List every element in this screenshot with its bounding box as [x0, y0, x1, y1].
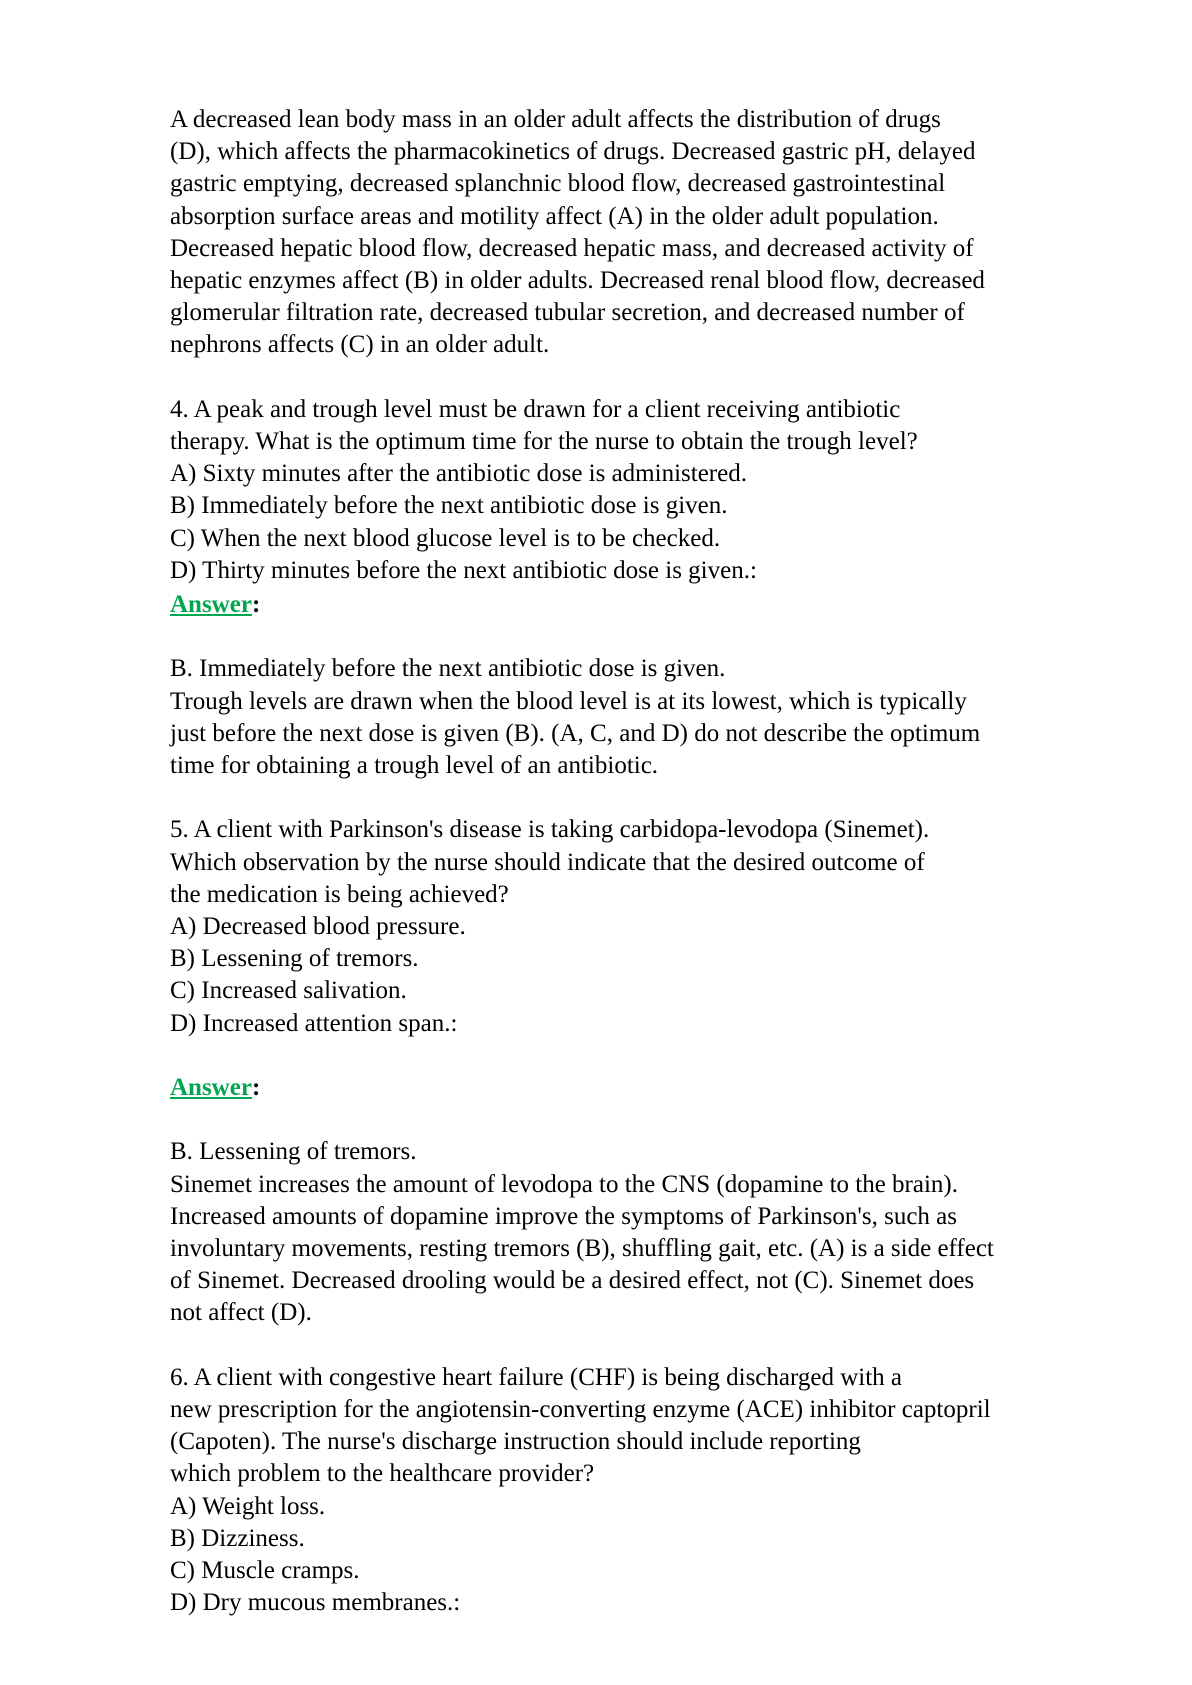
paragraph-gap — [170, 362, 1130, 394]
answer-label: Answer — [170, 1074, 252, 1102]
text-line: glomerular filtration rate, decreased tubular secretion, and decreased number of — [170, 299, 965, 327]
paragraph-gap — [170, 1330, 1130, 1362]
question-text: (Capoten). The nurse's discharge instruction should include reporting — [170, 1428, 861, 1456]
answer-colon: : — [251, 1074, 261, 1102]
text-line: absorption surface areas and motility affect (A) in the older adult population. — [170, 202, 939, 230]
option-b: B) Immediately before the next antibiotic dose is given. — [170, 492, 728, 520]
option-d: D) Thirty minutes before the next antibiotic dose is given.: — [170, 556, 757, 584]
text-line: A decreased lean body mass in an older adult affects the distribution of drugs — [170, 106, 941, 133]
answer-heading — [170, 1072, 1130, 1104]
question-text: 6. A client with congestive heart failure (CHF) is being discharged with a — [170, 1363, 903, 1391]
text-line: hepatic enzymes affect (B) in older adults. Decreased renal blood flow, decreased — [170, 267, 985, 295]
option-a: A) Decreased blood pressure. — [170, 913, 466, 941]
option-c: C) When the next blood glucose level is to be checked. — [170, 524, 721, 552]
intro-paragraph — [170, 104, 1130, 362]
option-b: B) Lessening of tremors. — [170, 945, 419, 973]
explanation-line: just before the next dose is given (B). (A, C, and D) do not describe the optimum — [170, 719, 981, 747]
explanation-line: of Sinemet. Decreased drooling would be a desired effect, not (C). Sinemet does — [170, 1267, 975, 1295]
text-line: nephrons affects (C) in an older adult. — [170, 331, 550, 359]
text-line: gastric emptying, decreased splanchnic blood flow, decreased gastrointestinal — [170, 170, 946, 198]
paragraph-gap — [170, 782, 1130, 814]
question-text: 4. A peak and trough level must be drawn for a client receiving antibiotic — [170, 395, 901, 423]
answer-label: Answer — [170, 591, 252, 619]
option-d: D) Dry mucous membranes.: — [170, 1589, 461, 1617]
question-text: therapy. What is the optimum time for the nurse to obtain the trough level? — [170, 428, 918, 456]
explanation-line: involuntary movements, resting tremors (B), shuffling gait, etc. (A) is a side effect — [170, 1235, 994, 1263]
paragraph-gap — [170, 1104, 1130, 1136]
option-a: A) Weight loss. — [170, 1492, 326, 1520]
explanation-line: Increased amounts of dopamine improve the symptoms of Parkinson's, such as — [170, 1202, 957, 1230]
answer-choice: B. Immediately before the next antibiotic dose is given. — [170, 655, 726, 683]
answer-colon: : — [251, 591, 261, 619]
answer-heading — [170, 589, 1130, 621]
answer-choice: B. Lessening of tremors. — [170, 1138, 417, 1166]
question-text: which problem to the healthcare provider? — [170, 1460, 595, 1488]
text-line: (D), which affects the pharmacokinetics of drugs. Decreased gastric pH, delayed — [170, 138, 976, 166]
option-c: C) Muscle cramps. — [170, 1557, 360, 1585]
question-text: 5. A client with Parkinson's disease is taking carbidopa-levodopa (Sinemet). — [170, 816, 930, 844]
question-text: Which observation by the nurse should indicate that the desired outcome of — [170, 848, 925, 876]
paragraph-gap — [170, 621, 1130, 653]
option-a: A) Sixty minutes after the antibiotic dose is administered. — [170, 460, 747, 488]
question-text: the medication is being achieved? — [170, 880, 509, 908]
paragraph-gap — [170, 1040, 1130, 1072]
text-line: Decreased hepatic blood flow, decreased hepatic mass, and decreased activity of — [170, 234, 974, 262]
answer-explanation-5 — [170, 1136, 1130, 1329]
explanation-line: time for obtaining a trough level of an antibiotic. — [170, 752, 659, 780]
answer-explanation-4 — [170, 653, 1130, 782]
option-c: C) Increased salivation. — [170, 977, 407, 1005]
explanation-line: not affect (D). — [170, 1299, 312, 1327]
explanation-line: Trough levels are drawn when the blood level is at its lowest, which is typically — [170, 687, 967, 715]
document-body — [170, 104, 1130, 1619]
option-b: B) Dizziness. — [170, 1524, 305, 1552]
question-6 — [170, 1362, 1130, 1620]
question-5 — [170, 814, 1130, 1039]
question-text: new prescription for the angiotensin-converting enzyme (ACE) inhibitor captopril — [170, 1396, 991, 1424]
question-4 — [170, 394, 1130, 587]
option-d: D) Increased attention span.: — [170, 1009, 458, 1037]
explanation-line: Sinemet increases the amount of levodopa to the CNS (dopamine to the brain). — [170, 1170, 959, 1198]
